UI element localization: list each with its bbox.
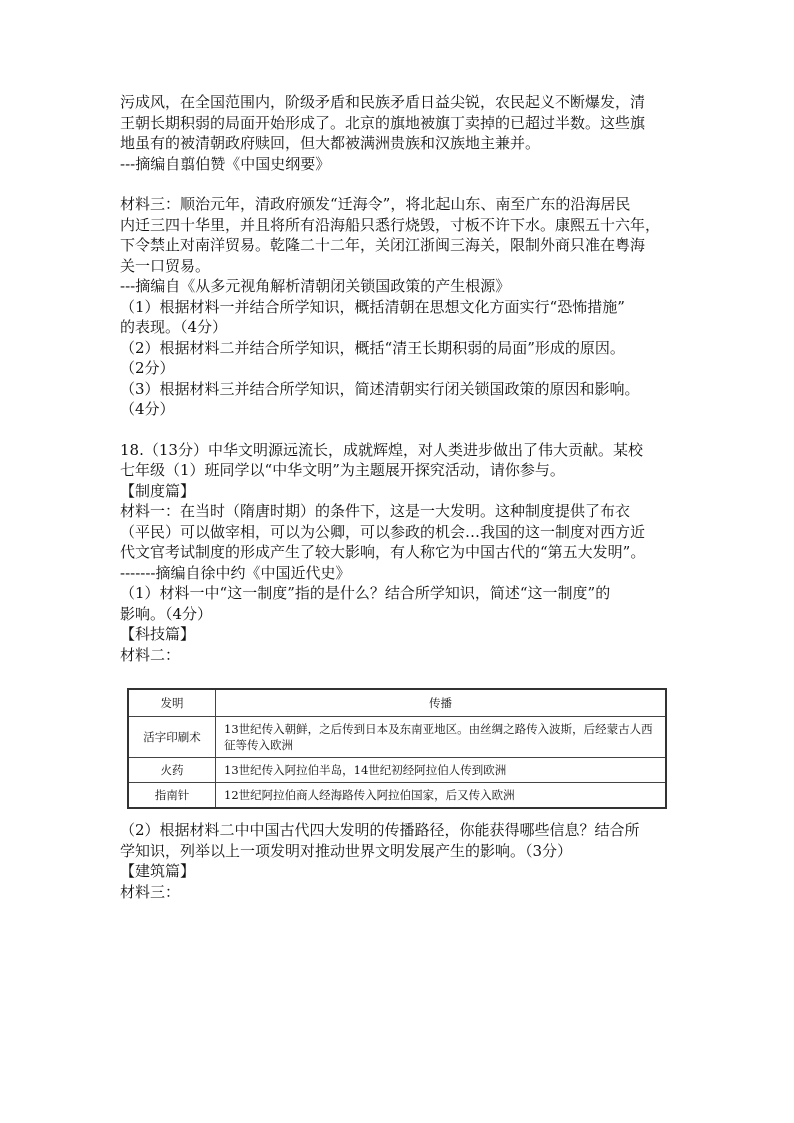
- question-line: （1）根据材料一并结合所学知识，概括清朝在思想文化方面实行“恐怖措施”: [120, 297, 625, 316]
- text-line: 材料一：在当时（隋唐时期）的条件下，这是一大发明。这种制度提供了布衣: [120, 502, 631, 520]
- source-citation: ---摘编自《从多元视角解析清朝闭关锁国政策的产生根源》: [120, 277, 511, 295]
- question-line: （2）根据材料二并结合所学知识，概括“清王长期积弱的局面”形成的原因。: [120, 338, 625, 357]
- question-line: （1）材料一中“这一制度”指的是什么？结合所学知识，简述“这一制度”的: [120, 584, 611, 602]
- table-header-spread: 传播: [216, 689, 667, 717]
- table-cell-invention: 活字印刷术: [128, 717, 216, 758]
- question-line: （2）根据材料二中中国古代四大发明的传播路径，你能获得哪些信息？结合所: [120, 821, 640, 839]
- question-line: （4分）: [120, 400, 175, 418]
- table-cell-invention: 指南针: [128, 783, 216, 809]
- question-line: 的表现。（4分）: [120, 318, 228, 336]
- source-citation: -------摘编自徐中约《中国近代史》: [120, 563, 351, 582]
- text-line: 关一口贸易。: [120, 256, 211, 275]
- section-title-technology: 【科技篇】: [120, 625, 196, 643]
- text-line: 材料三：顺治元年，清政府颁发“迁海令”，将北起山东、南至广东的沿海居民: [120, 195, 631, 213]
- material-label: 材料三：: [120, 882, 181, 901]
- table-header-row: [128, 689, 666, 717]
- table-row: [128, 783, 666, 809]
- section-title-system: 【制度篇】: [120, 481, 196, 500]
- text-line: 污成风，在全国范围内，阶级矛盾和民族矛盾日益尖锐，农民起义不断爆发，清: [120, 93, 646, 111]
- document-body: [120, 92, 680, 665]
- source-citation: ---摘编自翦伯赞《中国史纲要》: [120, 154, 331, 173]
- after-table-section: [120, 820, 680, 902]
- material-label: 材料二：: [120, 645, 181, 664]
- question-line: （2分）: [120, 359, 175, 377]
- question-line: （3）根据材料三并结合所学知识，简述清朝实行闭关锁国政策的原因和影响。: [120, 379, 640, 398]
- table-header-invention: 发明: [128, 689, 216, 717]
- table-cell-spread: 13世纪传入阿拉伯半岛，14世纪初经阿拉伯人传到欧洲: [216, 758, 667, 783]
- section-title-architecture: 【建筑篇】: [120, 862, 196, 880]
- table-cell-invention: 火药: [128, 758, 216, 783]
- table-cell-spread: 12世纪阿拉伯商人经海路传入阿拉伯国家，后又传入欧洲: [216, 783, 667, 809]
- question-line: 学知识，列举以上一项发明对推动世界文明发展产生的影响。（3分）: [120, 841, 573, 860]
- text-line: 七年级（1）班同学以“中华文明”为主题展开探究活动，请你参与。: [120, 461, 565, 479]
- text-line: 代文官考试制度的形成产生了较大影响，有人称它为中国古代的“第五大发明”。: [120, 543, 646, 561]
- table-row: [128, 717, 666, 758]
- question-line: 影响。（4分）: [120, 604, 213, 623]
- question-18-section: [120, 440, 680, 666]
- text-line: 王朝长期积弱的局面开始形成了。北京的旗地被旗丁卖掉的已超过半数。这些旗: [120, 113, 646, 132]
- text-line: （平民）可以做宰相，可以为公卿，可以参政的机会…我国的这一制度对西方近: [120, 522, 646, 541]
- paragraph-top: [120, 92, 680, 174]
- inventions-spread-table: [127, 688, 667, 809]
- table-cell-spread: 13世纪传入朝鲜，之后传到日本及东南亚地区。由丝绸之路传入波斯，后经蒙古人西征等传入欧洲: [216, 717, 667, 758]
- text-line: 内迁三四十华里，并且将所有沿海船只悉行烧毁，寸板不许下水。康熙五十六年，: [120, 215, 661, 234]
- text-line: 地虽有的被清朝政府赎回，但大都被满洲贵族和汉族地主兼并。: [120, 134, 541, 152]
- question-heading: 18.（13分）中华文明源远流长，成就辉煌，对人类进步做出了伟大贡献。某校: [120, 440, 643, 459]
- material-three-section: [120, 194, 680, 420]
- text-line: 下令禁止对南洋贸易。乾隆二十二年，关闭江浙闽三海关，限制外商只准在粤海: [120, 236, 646, 254]
- table-row: [128, 758, 666, 783]
